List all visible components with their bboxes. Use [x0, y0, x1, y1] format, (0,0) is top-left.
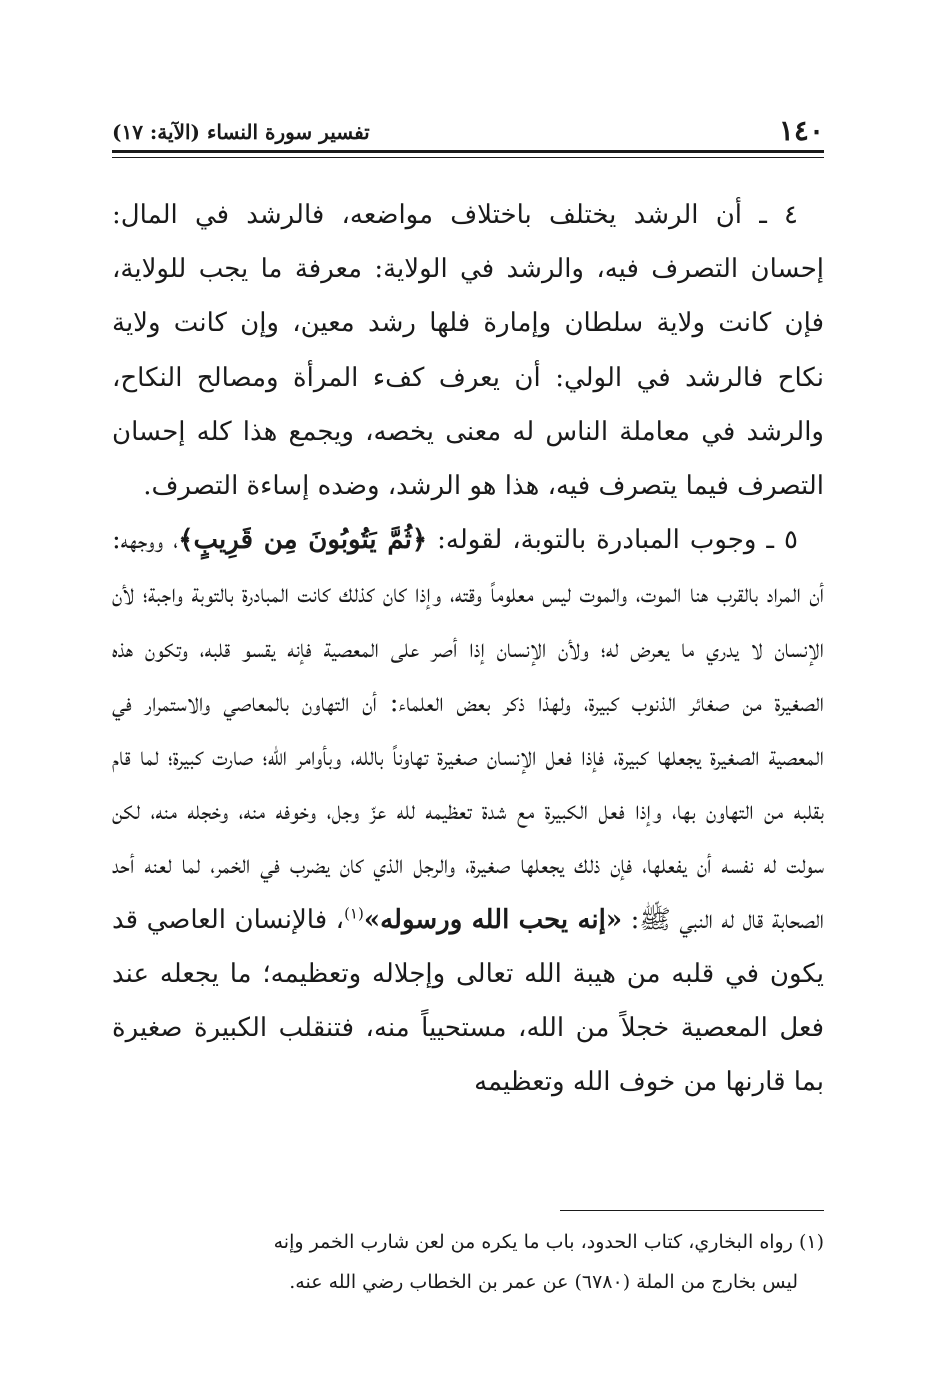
quran-verse: ﴿ثُمَّ يَتُوبُونَ مِن قَرِيبٍ﴾ [178, 525, 428, 556]
paragraph-point-5 [112, 513, 824, 1109]
header-rule-thin [112, 157, 824, 158]
footnotes [112, 1222, 824, 1302]
hadith-quote: «إنه يحب الله ورسوله» [363, 904, 623, 935]
point-5-body: ، ووجهه: أن المراد بالقرب هنا الموت، والموت ليس معلوماً وقته، وإذا كان كذلك كانت المبادرة بالتوبة واجبة؛ لأن الإنسان لا يدري ما يعرض له؛ ولأن الإنسان إذا أصر على المعصية فإنه يقسو قلبه، وتكون هذه الصغيرة من صغائر الذنوب كبيرة، ولهذا ذكر بعض العلماء: أن التهاون بالمعاصي والاستمرار في المعصية الصغيرة يجعلها كبيرة، فإذا فعل الإنسان صغيرة تهاوناً بالله، وبأوامر الله؛ صارت كبيرة؛ لما قام بقلبه من التهاون بها، وإذا فعل الكبيرة مع شدة تعظيمه لله عزّ وجل، وخوفه منه، وخجله منه، لكن سولت له نفسه أن يفعلها، فإن ذلك يجعلها صغيرة، والرجل الذي كان يضرب في الخمر، لما لعنه أحد الصحابة قال له النبي ﷺ: [112, 525, 824, 935]
footnote-reference: (١) [344, 903, 364, 922]
footnote-1-line-2: ليس بخارج من الملة (٦٧٨٠) عن عمر بن الخطاب رضي الله عنه. [289, 1271, 798, 1293]
page-header [112, 116, 824, 146]
header-rule-thick [112, 150, 824, 153]
footnote-1-line-1: (١) رواه البخاري، كتاب الحدود، باب ما يكره من لعن شارب الخمر وإنه [273, 1231, 824, 1253]
page-number: ١٤٠ [778, 114, 824, 147]
point-5-end: ، فالإنسان العاصي قد يكون في قلبه من هيبة الله تعالى وإجلاله وتعظيمه؛ ما يجعله عند فعل المعصية خجلاً من الله، مستحيياً منه، فتنقلب الكبيرة صغيرة بما قارنها من خوف الله وتعظيمه [112, 904, 824, 1098]
running-title: تفسير سورة النساء (الآية: ١٧) [112, 120, 370, 144]
footnote-separator [560, 1210, 824, 1211]
main-text [112, 188, 824, 1109]
paragraph-point-4: ٤ ـ أن الرشد يختلف باختلاف مواضعه، فالرشد في المال: إحسان التصرف فيه، والرشد في الولاية: معرفة ما يجب للولاية، فإن كانت ولاية سلطان وإمارة فلها رشد معين، وإن كانت ولاية نكاح فالرشد في الولي: أن يعرف كفء المرأة ومصالح النكاح، والرشد في معاملة الناس له معنى يخصه، ويجمع هذا كله إحسان التصرف فيما يتصرف فيه، هذا هو الرشد، وضده إساءة التصرف. [112, 200, 825, 502]
point-5-intro: ٥ ـ وجوب المبادرة بالتوبة، لقوله: [427, 525, 798, 556]
